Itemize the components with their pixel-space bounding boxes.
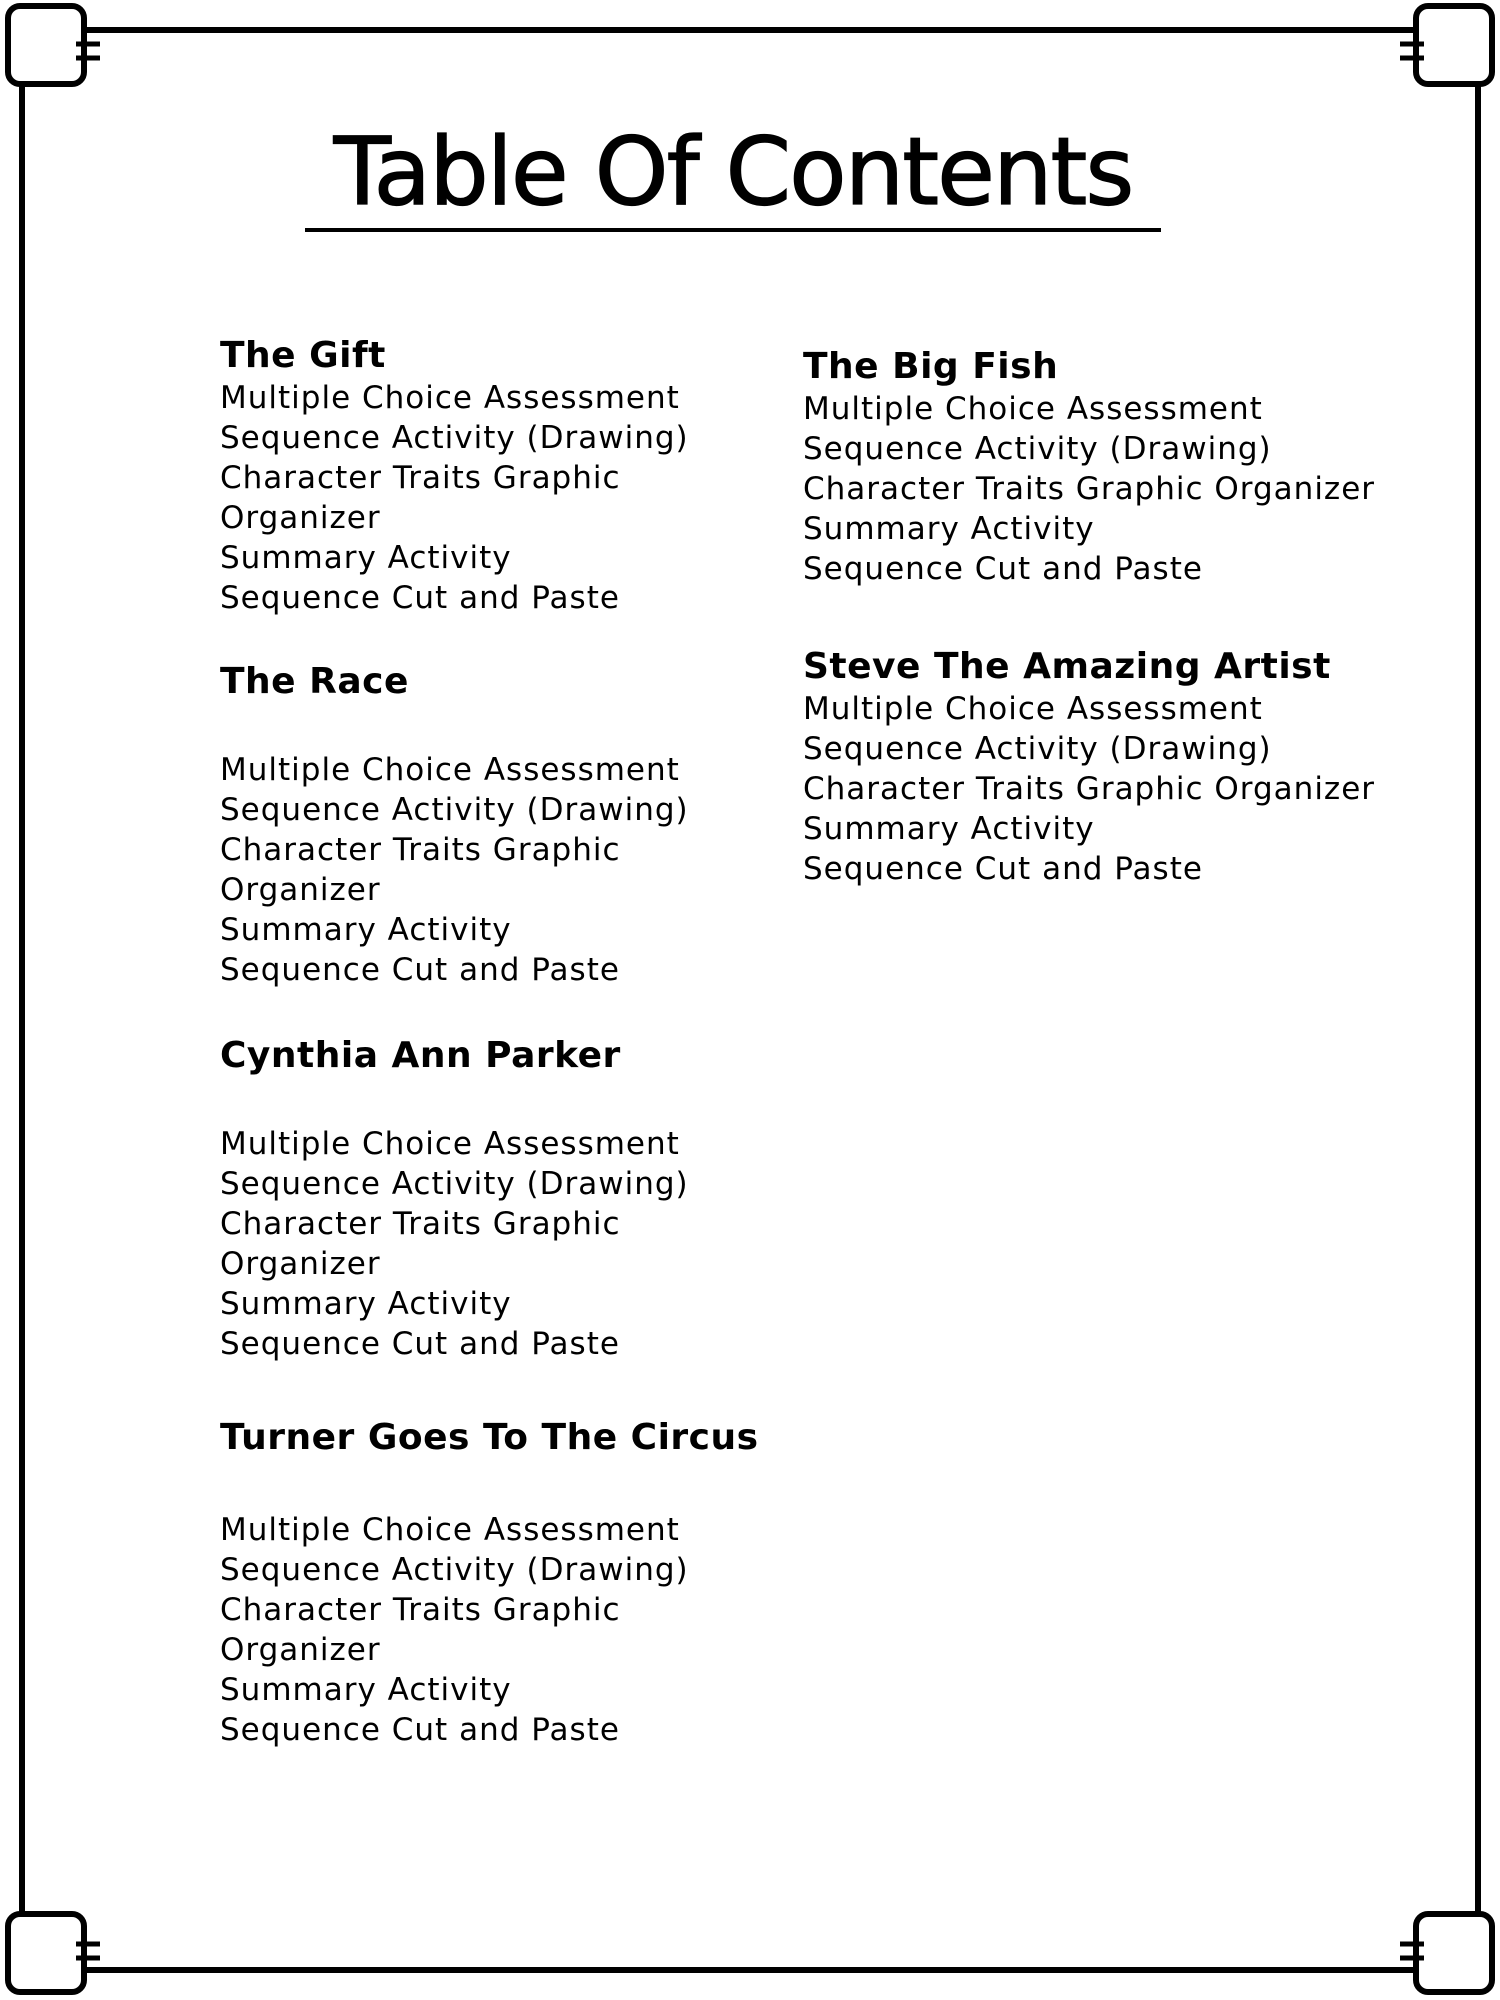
list-item: Multiple Choice Assessment [220, 1512, 680, 1548]
section-item-list [220, 1124, 740, 1364]
page-title: Table Of Contents [333, 118, 1133, 227]
section-title: The Race [220, 661, 409, 702]
toc-section [220, 1034, 740, 1364]
list-item: Character Traits Graphic Organizer [220, 832, 621, 908]
list-item: Sequence Activity (Drawing) [220, 420, 689, 456]
list-item: Character Traits Graphic Organizer [803, 771, 1376, 807]
list-item: Sequence Activity (Drawing) [220, 792, 689, 828]
list-item: Multiple Choice Assessment [220, 752, 680, 788]
list-item: Sequence Cut and Paste [220, 1712, 620, 1748]
list-item: Summary Activity [220, 540, 512, 576]
list-item: Summary Activity [220, 1286, 512, 1322]
list-item: Sequence Activity (Drawing) [220, 1166, 689, 1202]
toc-section [803, 645, 1375, 889]
list-item: Multiple Choice Assessment [220, 1126, 680, 1162]
corner-ornament-bottom-right [1400, 1914, 1492, 1992]
list-item: Summary Activity [220, 1672, 512, 1708]
toc-section [220, 660, 740, 990]
toc-section [220, 334, 740, 618]
title-underline [305, 228, 1161, 232]
toc-section [220, 1416, 759, 1750]
corner-ornament-bottom-left [8, 1914, 100, 1992]
list-item: Summary Activity [220, 912, 512, 948]
list-item: Sequence Cut and Paste [803, 851, 1203, 887]
list-item: Character Traits Graphic Organizer [220, 1592, 621, 1668]
section-title: The Gift [220, 335, 386, 376]
list-item: Summary Activity [803, 811, 1095, 847]
section-item-list [220, 1510, 759, 1750]
corner-ornament-top-left [8, 6, 100, 84]
list-item: Sequence Cut and Paste [220, 1326, 620, 1362]
list-item: Multiple Choice Assessment [220, 380, 680, 416]
list-item: Character Traits Graphic Organizer [220, 460, 621, 536]
list-item: Sequence Cut and Paste [220, 952, 620, 988]
list-item: Summary Activity [803, 511, 1095, 547]
list-item: Sequence Cut and Paste [803, 551, 1203, 587]
list-item: Sequence Activity (Drawing) [220, 1552, 689, 1588]
list-item: Sequence Activity (Drawing) [803, 431, 1272, 467]
list-item: Sequence Activity (Drawing) [803, 731, 1272, 767]
list-item: Character Traits Graphic Organizer [803, 471, 1376, 507]
section-item-list [220, 378, 740, 618]
list-item: Character Traits Graphic Organizer [220, 1206, 621, 1282]
list-item: Multiple Choice Assessment [803, 391, 1263, 427]
corner-ornament-top-right [1400, 6, 1492, 84]
section-title: Steve The Amazing Artist [803, 646, 1331, 687]
section-item-list [803, 389, 1375, 589]
list-item: Sequence Cut and Paste [220, 580, 620, 616]
section-item-list [803, 689, 1375, 889]
section-title: Cynthia Ann Parker [220, 1035, 621, 1076]
section-title: The Big Fish [803, 346, 1059, 387]
section-title: Turner Goes To The Circus [220, 1417, 759, 1458]
section-item-list [220, 750, 740, 990]
toc-section [803, 345, 1375, 589]
list-item: Multiple Choice Assessment [803, 691, 1263, 727]
